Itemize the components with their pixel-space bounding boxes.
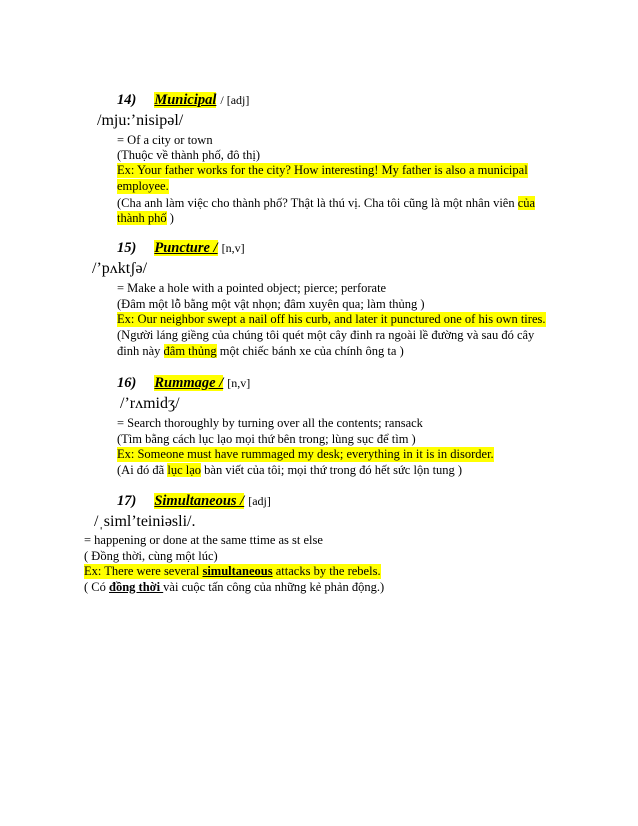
translation-text: ) [166,211,174,225]
entry-17-definition-vi: ( Đồng thời, cùng một lúc) [84,549,218,563]
entry-14-definition-vi: (Thuộc về thành phố, đô thị) [117,148,261,162]
entry-15-heading [117,240,245,257]
entry-14-example: Ex: Your father works for the city? How interesting! My father is also a municipal [117,163,528,177]
translation-text: một chiếc bánh xe của chính ông ta ) [216,344,404,358]
entry-15-definition: = Make a hole with a pointed object; pierce; perforate [117,281,387,295]
entry-14-translation [117,196,535,211]
entry-16-example: Ex: Someone must have rummaged my desk; everything in it is in disorder. [117,447,494,461]
translation-text: (Ai đó đã [117,463,168,477]
part-of-speech: / [adj] [220,93,250,107]
entry-16-pronunciation: /’rʌmidʒ/ [120,395,180,412]
example-text: Ex: There were several [84,564,203,578]
entry-15-translation: (Người láng giềng của chúng tôi quét một cây đinh ra ngoài lề đường và sau đó cây [117,328,535,342]
entry-word: Rummage / [154,375,224,391]
entry-15-example: Ex: Our neighbor swept a nail off his curb, and later it punctured one of his own tires. [117,312,546,326]
entry-14-translation-cont [117,211,174,226]
entry-number: 14) [117,92,137,108]
translation-text: (Cha anh làm việc cho thành phố? Thật là thú vị. Cha tôi cũng là một nhân viên [117,196,518,210]
entry-16-heading [117,375,250,392]
entry-number: 17) [117,493,137,509]
example-text: attacks by the rebels. [272,564,381,578]
entry-17-pronunciation: /ˌsiml’teiniəsli/. [94,513,196,530]
entry-17-definition: = happening or done at the same ttime as st else [84,533,323,547]
translation-keyword: đồng thời [109,580,164,594]
part-of-speech: [n,v] [227,376,251,390]
translation-highlight: đâm thủng [163,344,217,358]
part-of-speech: [adj] [248,494,271,508]
entry-number: 15) [117,240,137,256]
translation-highlight: của [517,196,536,210]
translation-highlight: thành phố [117,211,167,225]
entry-17-heading [117,493,271,510]
entry-16-translation [117,463,462,478]
translation-text: bàn viết của tôi; mọi thứ trong đó hết sức lộn tung ) [201,463,463,477]
entry-14-example-cont: employee. [117,179,169,193]
entry-15-definition-vi: (Đâm một lỗ bằng một vật nhọn; đâm xuyên qua; làm thủng ) [117,297,425,311]
part-of-speech: [n,v] [221,241,245,255]
entry-16-definition: = Search thoroughly by turning over all the contents; ransack [117,416,423,430]
translation-text: đinh này [117,344,164,358]
entry-14-pronunciation: /mju:’nisipəl/ [97,112,184,129]
entry-17-translation [84,580,384,595]
entry-14-definition: = Of a city or town [117,133,213,147]
entry-15-pronunciation: /’pʌktʃə/ [92,260,148,277]
entry-word: Municipal [154,92,217,108]
entry-word: Puncture / [154,240,218,256]
example-keyword: simultaneous [202,564,273,578]
translation-text: vài cuộc tấn công của những kẻ phản động.) [163,580,385,594]
entry-15-translation-cont [117,344,404,359]
entry-number: 16) [117,375,137,391]
translation-text: ( Có [84,580,109,594]
translation-highlight: lục lạo [167,463,202,477]
entry-14-heading [117,92,249,109]
entry-word: Simultaneous / [154,493,245,509]
entry-17-example [84,564,381,579]
entry-16-definition-vi: (Tìm bằng cách lục lạo mọi thứ bên trong; lùng sục để tìm ) [117,432,416,446]
